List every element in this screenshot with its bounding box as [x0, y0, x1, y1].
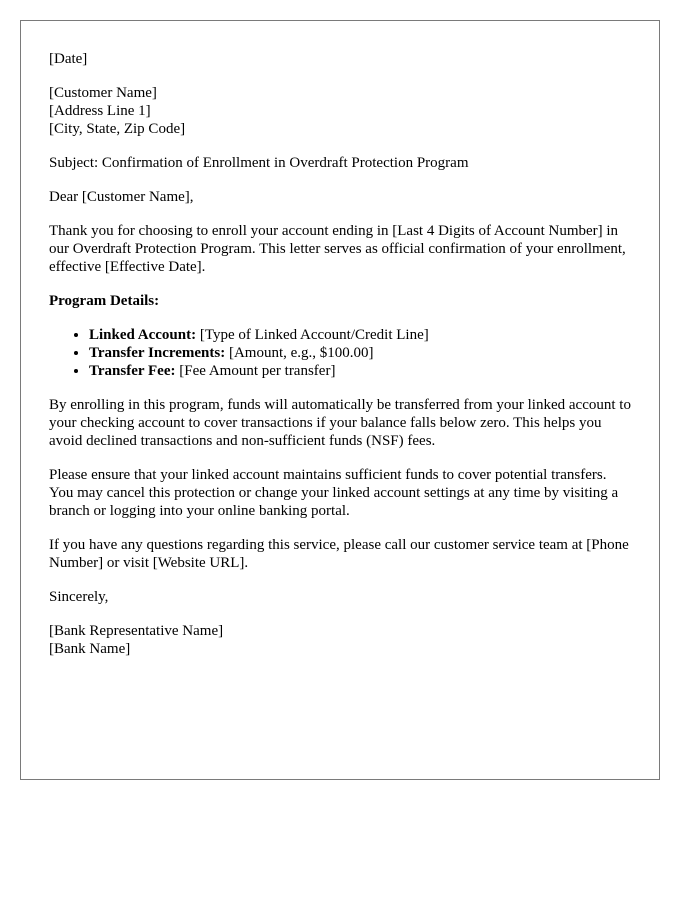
bank-name: [Bank Name]	[49, 641, 131, 657]
detail-transfer-increments	[89, 344, 631, 362]
recipient-city-state-zip: [City, State, Zip Code]	[49, 121, 186, 137]
account-maintenance-paragraph: Please ensure that your linked account maintains sufficient funds to cover potential transfers. You may cancel this protection or change your linked account settings at any time by visiting a branch or logging into your online banking portal.	[49, 467, 619, 519]
program-details-list	[49, 326, 631, 380]
bank-representative-name: [Bank Representative Name]	[49, 623, 224, 639]
letter-date: [Date]	[49, 51, 88, 67]
letter-page	[20, 20, 660, 780]
detail-transfer-fee	[89, 362, 631, 380]
intro-paragraph: Thank you for choosing to enroll your account ending in [Last 4 Digits of Account Number] in our Overdraft Protection Program. This letter serves as official confirmation of your enrollment, effective [Effective Date].	[49, 223, 626, 275]
recipient-address-block	[49, 84, 631, 138]
detail-value: [Type of Linked Account/Credit Line]	[196, 327, 429, 343]
detail-label: Linked Account:	[89, 327, 197, 343]
letter-subject: Subject: Confirmation of Enrollment in Overdraft Protection Program	[49, 155, 469, 171]
detail-label: Transfer Increments:	[89, 345, 226, 361]
letter-closing: Sincerely,	[49, 589, 109, 605]
enrollment-explanation-paragraph: By enrolling in this program, funds will automatically be transferred from your linked account to your checking account to cover transactions if your balance falls below zero. This helps you avoid declined transactions and non-sufficient funds (NSF) fees.	[49, 397, 631, 449]
letter-salutation: Dear [Customer Name],	[49, 189, 194, 205]
detail-value: [Fee Amount per transfer]	[175, 363, 336, 379]
detail-label: Transfer Fee:	[89, 363, 176, 379]
recipient-name: [Customer Name]	[49, 85, 157, 101]
detail-value: [Amount, e.g., $100.00]	[225, 345, 374, 361]
program-details-heading: Program Details:	[49, 293, 160, 309]
contact-paragraph: If you have any questions regarding this service, please call our customer service team at [Phone Number] or visit [Website URL].	[49, 537, 629, 571]
detail-linked-account	[89, 326, 631, 344]
signature-block	[49, 622, 631, 658]
recipient-address-line-1: [Address Line 1]	[49, 103, 151, 119]
